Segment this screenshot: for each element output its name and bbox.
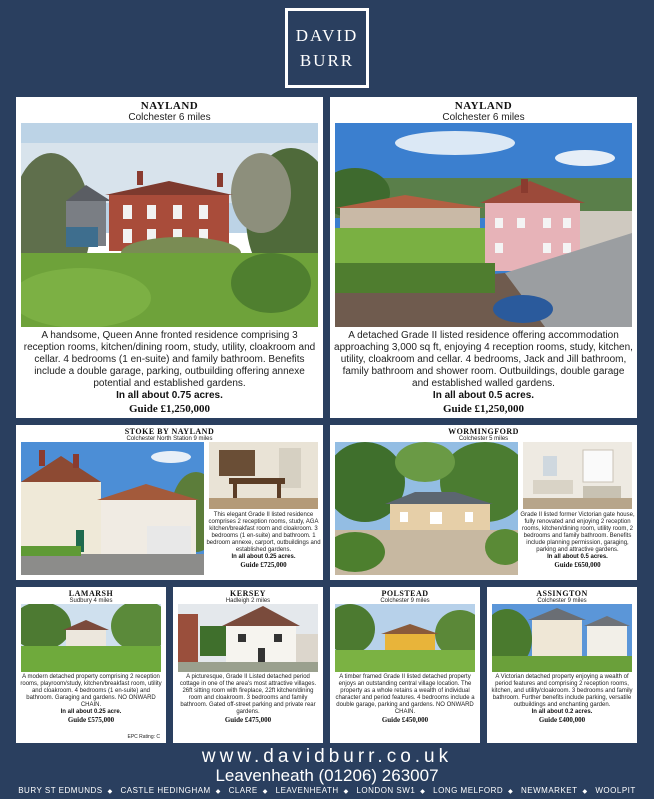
listing-card[interactable] bbox=[487, 587, 637, 743]
separator-diamond-icon: ◆ bbox=[420, 789, 426, 795]
separator-diamond-icon: ◆ bbox=[262, 789, 268, 795]
listing-location: LAMARSH bbox=[68, 589, 114, 598]
listing-description-block bbox=[206, 512, 321, 569]
listing-description-block bbox=[490, 674, 634, 724]
office-location: CLARE bbox=[228, 786, 258, 795]
office-location: LEAVENHEATH bbox=[275, 786, 339, 795]
epc-rating: EPC Rating: C bbox=[127, 734, 160, 740]
phone-number[interactable]: Leavenheath (01206) 263007 bbox=[215, 766, 439, 785]
office-location: CASTLE HEDINGHAM bbox=[120, 786, 211, 795]
website-link[interactable]: www.davidburr.co.uk bbox=[201, 746, 453, 767]
listing-description-block bbox=[333, 674, 477, 724]
listing-card-featured[interactable] bbox=[330, 97, 637, 418]
property-photo[interactable] bbox=[335, 123, 632, 327]
office-location: LONG MELFORD bbox=[433, 786, 504, 795]
listing-price: Guide £1,250,000 bbox=[443, 403, 524, 415]
listing-description-block bbox=[20, 330, 319, 415]
listing-description-block bbox=[520, 512, 635, 569]
property-photo[interactable] bbox=[21, 123, 318, 327]
listing-location: ASSINGTON bbox=[536, 589, 588, 598]
listing-distance: Colchester 6 miles bbox=[442, 112, 525, 123]
listing-location: NAYLAND bbox=[140, 100, 199, 112]
listing-price: Guide £725,000 bbox=[240, 561, 287, 569]
listing-distance: Colchester 6 miles bbox=[128, 112, 211, 123]
listing-location: STOKE BY NAYLAND bbox=[124, 427, 215, 436]
interior-photo[interactable] bbox=[209, 442, 318, 509]
property-photo[interactable] bbox=[178, 604, 318, 672]
listing-acreage: In all about 0.25 acre. bbox=[60, 709, 122, 715]
listing-distance: Colchester 9 miles bbox=[537, 598, 587, 604]
listing-acreage: In all about 0.2 acres. bbox=[531, 709, 593, 715]
separator-diamond-icon: ◆ bbox=[582, 789, 588, 795]
listing-description: Grade II listed former Victorian gate house, fully renovated and enjoying 2 reception rooms, kitchen/dining room, utility room, 2 bedrooms and family bathroom. Benefits include planning permission, garaging, parking and attractive gardens. bbox=[520, 512, 635, 553]
brand-name-line1: DAVID bbox=[295, 26, 359, 45]
listing-location: POLSTEAD bbox=[381, 589, 429, 598]
listing-price: Guide £400,000 bbox=[538, 716, 586, 724]
listing-card[interactable] bbox=[16, 587, 166, 743]
property-photo[interactable] bbox=[335, 442, 518, 575]
listing-distance: Colchester 5 miles bbox=[458, 436, 509, 442]
listing-acreage: In all about 0.5 acres. bbox=[432, 390, 535, 401]
listing-distance: Colchester 9 miles bbox=[380, 598, 430, 604]
property-photo[interactable] bbox=[492, 604, 632, 672]
listing-location: NAYLAND bbox=[454, 100, 513, 112]
listing-acreage: In all about 0.75 acres. bbox=[116, 390, 223, 401]
listing-price: Guide £575,000 bbox=[67, 716, 115, 724]
office-locations bbox=[0, 786, 654, 795]
listing-card[interactable] bbox=[330, 587, 480, 743]
listing-description-block bbox=[19, 674, 163, 724]
listing-card-featured[interactable] bbox=[16, 97, 323, 418]
listing-acreage: In all about 0.25 acres. bbox=[231, 554, 296, 560]
listing-location: WORMINGFORD bbox=[448, 427, 519, 436]
separator-diamond-icon: ◆ bbox=[343, 789, 349, 795]
listing-description: A timber framed Grade II listed detached property enjoys an outstanding central village location. The property as a whole retains a wealth of individual character and period features. 4 bedrooms include a double garage, parking and gardens. NO ONWARD CHAIN. bbox=[335, 674, 475, 715]
listing-price: Guide £650,000 bbox=[554, 561, 601, 569]
listing-card[interactable] bbox=[173, 587, 323, 743]
separator-diamond-icon: ◆ bbox=[508, 789, 514, 795]
listing-description-block bbox=[176, 674, 320, 724]
listing-price: Guide £1,250,000 bbox=[129, 403, 210, 415]
brand-logo bbox=[285, 8, 369, 88]
listing-acreage: In all about 0.5 acres. bbox=[547, 554, 608, 560]
property-photo[interactable] bbox=[21, 442, 204, 575]
office-location: LONDON SW1 bbox=[356, 786, 416, 795]
office-location: BURY ST EDMUNDS bbox=[18, 786, 103, 795]
brand-name-line2: BURR bbox=[299, 51, 355, 70]
property-photo[interactable] bbox=[21, 604, 161, 672]
listing-distance: Sudbury 4 miles bbox=[69, 598, 113, 604]
listing-price: Guide £450,000 bbox=[381, 716, 429, 724]
listing-card[interactable] bbox=[330, 425, 637, 580]
property-photo[interactable] bbox=[335, 604, 475, 672]
listing-description-block bbox=[334, 330, 633, 415]
listing-distance: Colchester North Station 9 miles bbox=[126, 436, 213, 442]
listing-location: KERSEY bbox=[230, 589, 266, 598]
separator-diamond-icon: ◆ bbox=[107, 789, 113, 795]
listing-description: A Victorian detached property enjoying a wealth of period features and comprising 2 reception rooms, kitchen, and utility/cloakroom. 3 bedrooms and family bathroom. Further benefits include parking, versatile outbuildings and enchanting garden. bbox=[491, 674, 633, 708]
listing-card[interactable] bbox=[16, 425, 323, 580]
listing-description: This elegant Grade II listed residence comprises 2 reception rooms, study, AGA kitchen/breakfast room and cloakroom. 3 bedrooms (1 en-suite) and bathroom. 1 bedroom annexe, carport, outbuildings and established gardens. bbox=[206, 512, 321, 553]
listing-description: A modern detached property comprising 2 reception rooms, playroom/study, kitchen/breakfast room, utility and cloakroom. 4 bedrooms (1 en-suite) and bathroom. Garaging and gardens. NO ONWARD CHAIN. bbox=[20, 674, 162, 708]
listing-description: A handsome, Queen Anne fronted residence comprising 3 reception rooms, kitchen/dining room, study, utility, cloakroom and cellar. 4 bedrooms (1 en-suite) and family bathroom. Benefits include a double garage, parking, outbuilding offering annexe potential and established gardens. bbox=[23, 330, 316, 389]
listing-distance: Hadleigh 2 miles bbox=[225, 598, 271, 604]
office-location: NEWMARKET bbox=[521, 786, 578, 795]
separator-diamond-icon: ◆ bbox=[215, 789, 221, 795]
listing-description: A picturesque, Grade II Listed detached period cottage in one of the area's most attractive villages. 26ft sitting room with fireplace, 22ft kitchen/dining room and cloakroom. 3 bedrooms and family bathroom. Gated off-street parking and private rear gardens. bbox=[179, 674, 317, 715]
office-location: WOOLPIT bbox=[595, 786, 636, 795]
listing-description: A detached Grade II listed residence offering accommodation approaching 3,000 sq ft, enjoying 4 reception rooms, study, kitchen, utility, cloakroom and cellar. 4 bedrooms, Jack and Jill bathroom, family bathroom and shower room. Outbuildings, double garage and established walled gardens. bbox=[334, 330, 633, 389]
interior-photo[interactable] bbox=[523, 442, 632, 509]
listing-price: Guide £475,000 bbox=[224, 716, 272, 724]
